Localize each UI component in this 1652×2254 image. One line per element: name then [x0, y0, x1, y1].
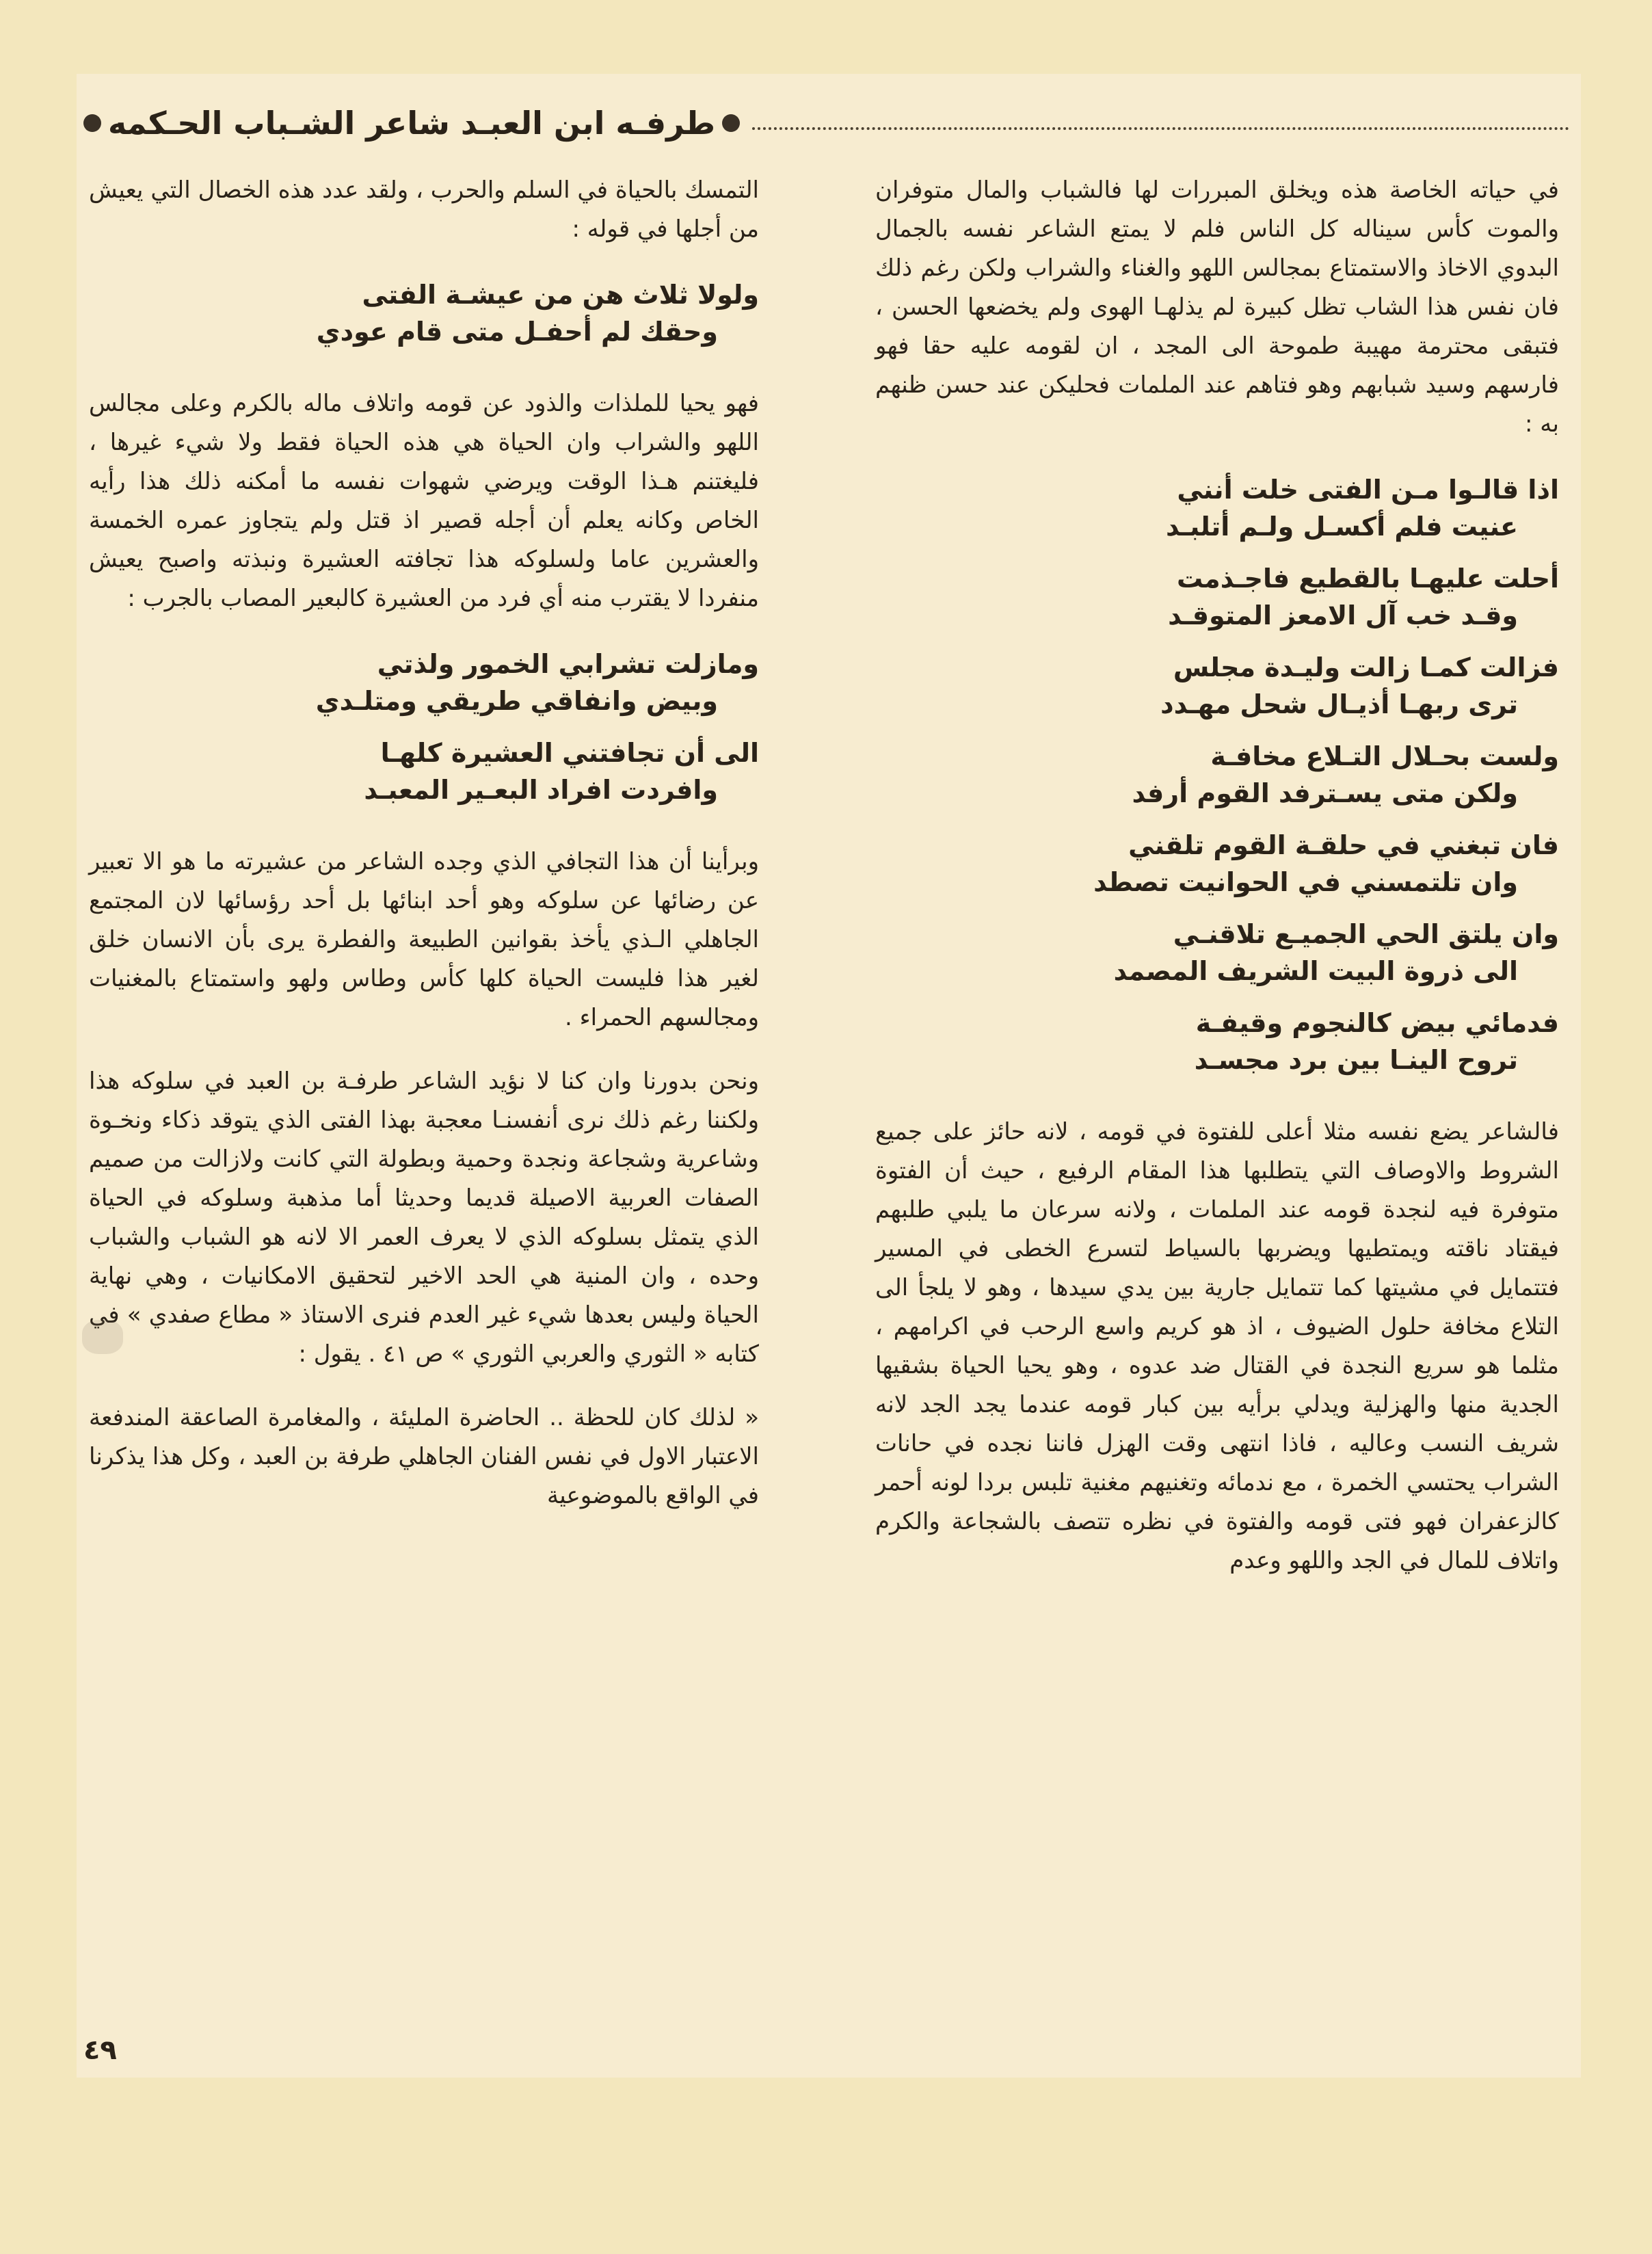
verse: [875, 916, 1559, 990]
verse-hemistich-2: عنيت فلم أكسـل ولـم أتلبـد: [1166, 512, 1518, 542]
verse-hemistich-2: وحقك لم أحفـل متى قام عودي: [316, 317, 718, 347]
verse-hemistich-1: ولست بحـلال التـلاع مخافـة: [1210, 741, 1559, 771]
verse-hemistich-1: وان يلتق الحي الجميـع تلاقنـي: [1173, 919, 1559, 949]
header-dotted-rule: [752, 127, 1569, 130]
verse-hemistich-2: وان تلتمسني في الحوانيت تصطد: [1093, 867, 1518, 897]
verse: [875, 471, 1559, 545]
left-paragraph-4: ونحن بدورنا وان كنا لا نؤيد الشاعر طرفـة بن العبد في سلوكه هذا ولكننا رغم ذلك نرى أنفسنـا معجبة بهذا الفتى الذي يتوقد ذكاء ونخـوة وشاعرية وشجاعة ونجدة وحمية وبطولة التي كانت ولازالت من صميم الصفات العربية الاصيلة قديما وحديثا أما مذهبة وسلوكه في الحياة الذي يتمثل بسلوكه الذي لا يعرف العمر الا لانه هو الشباب والشباب وحده ، وان المنية هي الحد الاخير لتحقيق الامكانيات ، وهي نهاية الحياة وليس بعدها شيء غير العدم فنرى الاستاذ « مطاع صفدي » في كتابه « الثوري والعربي الثوري » ص ٤١ . يقول :: [89, 1068, 759, 1368]
verse-hemistich-2: وقـد خب آل الامعز المتوقـد: [1168, 600, 1518, 631]
left-column: [89, 171, 759, 1540]
bullet-dot-icon: [722, 114, 740, 132]
right-column: [875, 171, 1559, 1605]
article-header: [77, 96, 829, 150]
verse-hemistich-2: تروح الينـا بين برد مجسـد: [1194, 1045, 1518, 1075]
verse-hemistich-2: ولكن متى يسـترفد القوم أرفد: [1132, 778, 1518, 808]
verse-hemistich-2: وافردت افراد البعـير المعبـد: [364, 775, 718, 805]
verse: [875, 1005, 1559, 1078]
left-intro-paragraph: التمسك بالحياة في السلم والحرب ، ولقد عدد هذه الخصال التي يعيش من أجلها في قوله :: [89, 176, 759, 243]
left-paragraph-3: وبرأينا أن هذا التجافي الذي وجده الشاعر من عشيرته ما هو الا تعبير عن رضائها عن سلوكه وهو أحد ابنائها بل أحد رؤسائها لان المجتمع الجاهلي الـذي يأخذ بقوانين الطبيعة والفطرة يرى بأن الانسان خلق لغير هذا فليست الحياة كلها كأس وطاس ولهو واستمتاع بالمغنيات ومجالسهم الحمراء .: [89, 848, 759, 1031]
right-body-paragraph: فالشاعر يضع نفسه مثلا أعلى للفتوة في قومه ، لانه حائز على جميع الشروط والاوصاف التي يتطلبها هذا المقام الرفيع ، حيث أن الفتوة متوفرة فيه لنجدة قومه عند الملمات ، ولانه سرعان ما يلبي طلبهم فيقتاد ناقته ويمتطيها ويضربها بالسياط لتسرع الخطى في المسير فتتمايل في مشيتها كما تتمايل جارية بين يدي سيدها ، وهو لا يلجأ الى التلاع مخافة حلول الضيوف ، اذ هو كريم واسع الرحب في اكرامهم ، مثلما هو سريع النجدة في القتال ضد عدوه ، وهو يحيا الحياة بشقيها الجدية منها والهزلية ويدلي برأيه بين كبار قومه عندما يجد الجد لانه شريف النسب وعاليه ، فاذا انتهى وقت الهزل فاننا نجده في حانات الشراب يحتسي الخمرة ، مع ندمائه وتغنيهم مغنية تلبس بردا لونه أحمر كالزعفران فهو فتى قومه والفتوة في نظره تتصف بالشجاعة والكرم واتلاف للمال في الجد واللهو وعدم: [875, 1118, 1559, 1574]
left-paragraph-2: فهو يحيا للملذات والذود عن قومه واتلاف ماله بالكرم وعلى مجالس اللهو والشراب وان الحياة هي هذه الحياة فقط ولا شيء غيرها ، فليغتنم هـذا الوقت ويرضي شهوات نفسه ما أمكنه ذلك هذا رأيه الخاص وكانه يعلم أن أجله قصير اذ قتل ولم يتجاوز عمره الخمسة والعشرين عاما ولسلوكه هذا تجافته العشيرة ونبذته واصبح يعيش منفردا لا يقترب منه أي فرد من العشيرة كالبعير المصاب بالجرب :: [89, 390, 759, 612]
verse-hemistich-1: ومازلت تشرابي الخمور ولذتي: [377, 649, 759, 679]
poem-verses: [89, 276, 759, 350]
verse: [875, 738, 1559, 812]
right-intro-paragraph: في حياته الخاصة هذه ويخلق المبررات لها فالشباب والمال متوفران والموت كأس سيناله كل الناس فلم لا يمتع الشاعر نفسه بالجمال البدوي الاخاذ والاستمتاع بمجالس اللهو والغناء والشراب ولكن رغم ذلك فان نفس هذا الشاب تظل كبيرة لم يذلهـا الهوى ولم يخضعها الحسن ، فتبقى محترمة مهيبة طموحة الى المجد ، ان لقومه عليه حقا فهو فارسهم وسيد شبابهم وهو فتاهم عند الملمات فحليكن عند حسن ظنهم به :: [875, 176, 1559, 438]
poem-verses: [875, 471, 1559, 1078]
left-paragraph-5: « لذلك كان للحظة .. الحاضرة المليئة ، والمغامرة الصاعقة المندفعة الاعتبار الاول في نفس الفنان الجاهلي طرفة بن العبد ، وكل هذا يذكرنا في الواقع بالموضوعية: [89, 1404, 759, 1509]
verse-hemistich-1: فزالت كمـا زالت وليـدة مجلس: [1173, 652, 1559, 682]
verse: [89, 646, 759, 719]
verse-hemistich-1: أحلت عليهـا بالقطيع فاجـذمت: [1176, 564, 1559, 594]
verse-hemistich-1: ولولا ثلاث هن من عيشـة الفتى: [362, 280, 759, 310]
verse-hemistich-1: الى أن تجافتني العشيرة كلهـا: [380, 738, 759, 768]
verse: [89, 734, 759, 808]
verse: [875, 649, 1559, 723]
verse: [875, 827, 1559, 901]
poem-verses: [89, 646, 759, 808]
verse: [89, 276, 759, 350]
verse-hemistich-1: فان تبغني في حلقـة القوم تلقني: [1128, 830, 1559, 860]
verse-hemistich-2: ترى ربهـا أذيـال شحل مهـدد: [1160, 689, 1518, 719]
verse-hemistich-2: وبيض وانفاقي طريقي ومتلـدي: [315, 686, 718, 716]
article-title: طرفـه ابن العبـد شاعر الشـباب الحـكمه: [108, 105, 716, 142]
verse-hemistich-1: فدمائي بيض كالنجوم وقيفـة: [1195, 1008, 1559, 1038]
verse-hemistich-1: اذا قالـوا مـن الفتى خلت أنني: [1177, 475, 1559, 505]
bullet-dot-icon: [83, 114, 101, 132]
verse-hemistich-2: الى ذروة البيت الشريف المصمد: [1113, 956, 1518, 986]
page-number: ٤٩: [83, 2034, 117, 2066]
ink-smudge: [82, 1320, 123, 1354]
verse: [875, 560, 1559, 634]
